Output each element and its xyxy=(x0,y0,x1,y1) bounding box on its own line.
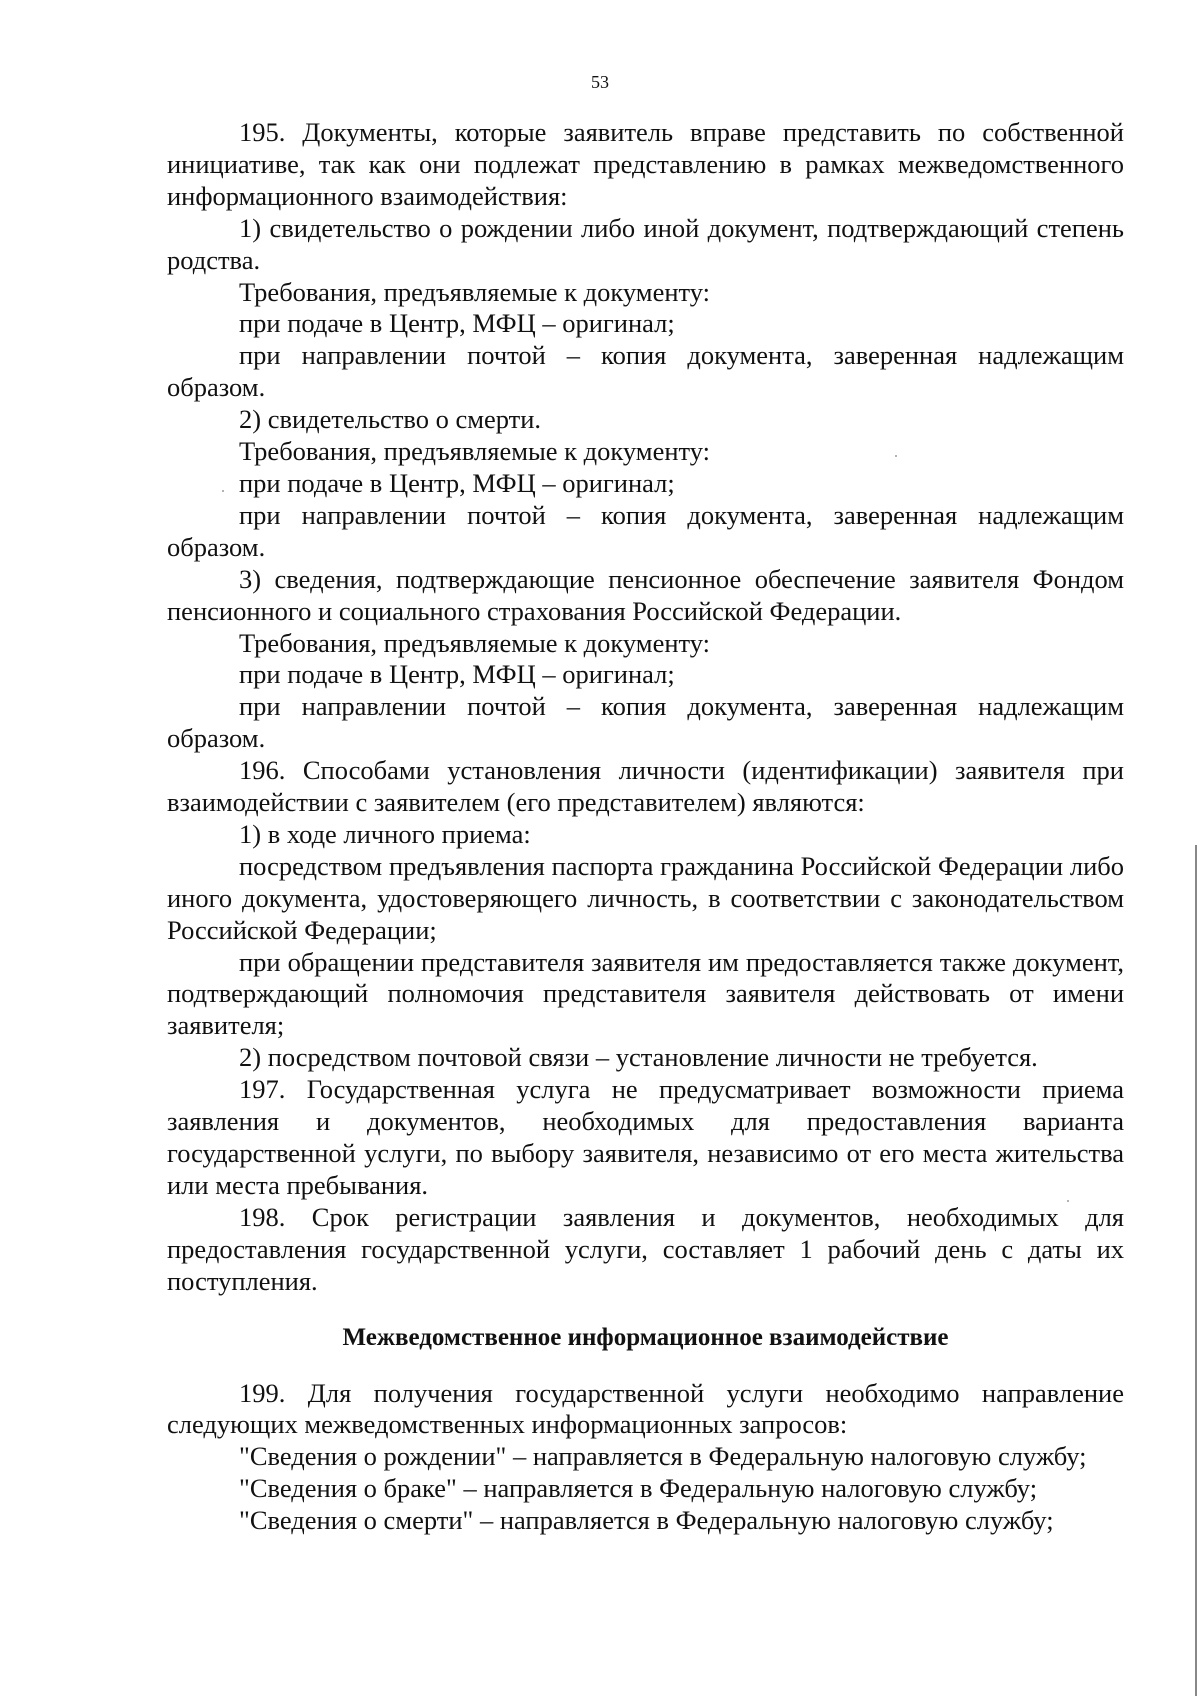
paragraph: при подаче в Центр, МФЦ – оригинал; xyxy=(239,659,675,690)
paragraph: 197. Государственная услуга не предусматривает возможности приема заявления и документов, необходимых для предоставления варианта государственной услуги, по выбору заявителя, независимо от его места жительства или места пребывания. xyxy=(167,1074,1124,1200)
paragraph: "Сведения о браке" – направляется в Федеральную налоговую службу; xyxy=(239,1473,1038,1504)
paragraph-block xyxy=(167,117,1124,1298)
paragraph: 1) в ходе личного приема: xyxy=(239,818,531,849)
paragraph: 199. Для получения государственной услуги необходимо направление следующих межведомственных информационных запросов: xyxy=(167,1377,1124,1440)
scan-speck xyxy=(1067,1200,1069,1202)
paragraph: при подаче в Центр, МФЦ – оригинал; xyxy=(239,308,675,339)
paragraph: посредством предъявления паспорта гражданина Российской Федерации либо иного документа, удостоверяющего личность, в соответствии с законодательством Российской Федерации; xyxy=(167,850,1124,945)
paragraph: 196. Способами установления личности (идентификации) заявителя при взаимодействии с заявителем (его представителем) являются: xyxy=(167,755,1124,818)
document-body xyxy=(167,117,1124,1537)
paragraph: при подаче в Центр, МФЦ – оригинал; xyxy=(239,467,675,498)
paragraph: 3) сведения, подтверждающие пенсионное обеспечение заявителя Фондом пенсионного и социального страхования Российской Федерации. xyxy=(167,563,1124,626)
scan-edge-line xyxy=(1195,845,1197,1696)
paragraph-block xyxy=(167,1378,1124,1538)
scan-speck xyxy=(895,455,897,457)
paragraph: при направлении почтой – копия документа, заверенная надлежащим образом. xyxy=(167,340,1124,403)
paragraph: Требования, предъявляемые к документу: xyxy=(239,276,711,307)
paragraph: 198. Срок регистрации заявления и документов, необходимых для предоставления государственной услуги, составляет 1 рабочий день с даты их поступления. xyxy=(167,1201,1124,1296)
paragraph: "Сведения о рождении" – направляется в Федеральную налоговую службу; xyxy=(239,1441,1087,1472)
section-heading: Межведомственное информационное взаимодействие xyxy=(342,1323,949,1351)
scan-speck xyxy=(222,490,224,492)
paragraph: при направлении почтой – копия документа, заверенная надлежащим образом. xyxy=(167,691,1124,754)
paragraph: Требования, предъявляемые к документу: xyxy=(239,436,711,467)
paragraph: при направлении почтой – копия документа, заверенная надлежащим образом. xyxy=(167,499,1124,562)
page-number: 53 xyxy=(591,72,609,92)
paragraph: "Сведения о смерти" – направляется в Федеральную налоговую службу; xyxy=(239,1505,1054,1536)
paragraph: 2) посредством почтовой связи – установление личности не требуется. xyxy=(239,1042,1038,1073)
paragraph: Требования, предъявляемые к документу: xyxy=(239,627,711,658)
paragraph: 2) свидетельство о смерти. xyxy=(239,404,542,435)
paragraph: при обращении представителя заявителя им предоставляется также документ, подтверждающий полномочия представителя заявителя действовать от имени заявителя; xyxy=(167,946,1124,1041)
paragraph: 195. Документы, которые заявитель вправе представить по собственной инициативе, так как они подлежат представлению в рамках межведомственного информационного взаимодействия: xyxy=(167,117,1124,211)
paragraph: 1) свидетельство о рождении либо иной документ, подтверждающий степень родства. xyxy=(167,212,1124,275)
